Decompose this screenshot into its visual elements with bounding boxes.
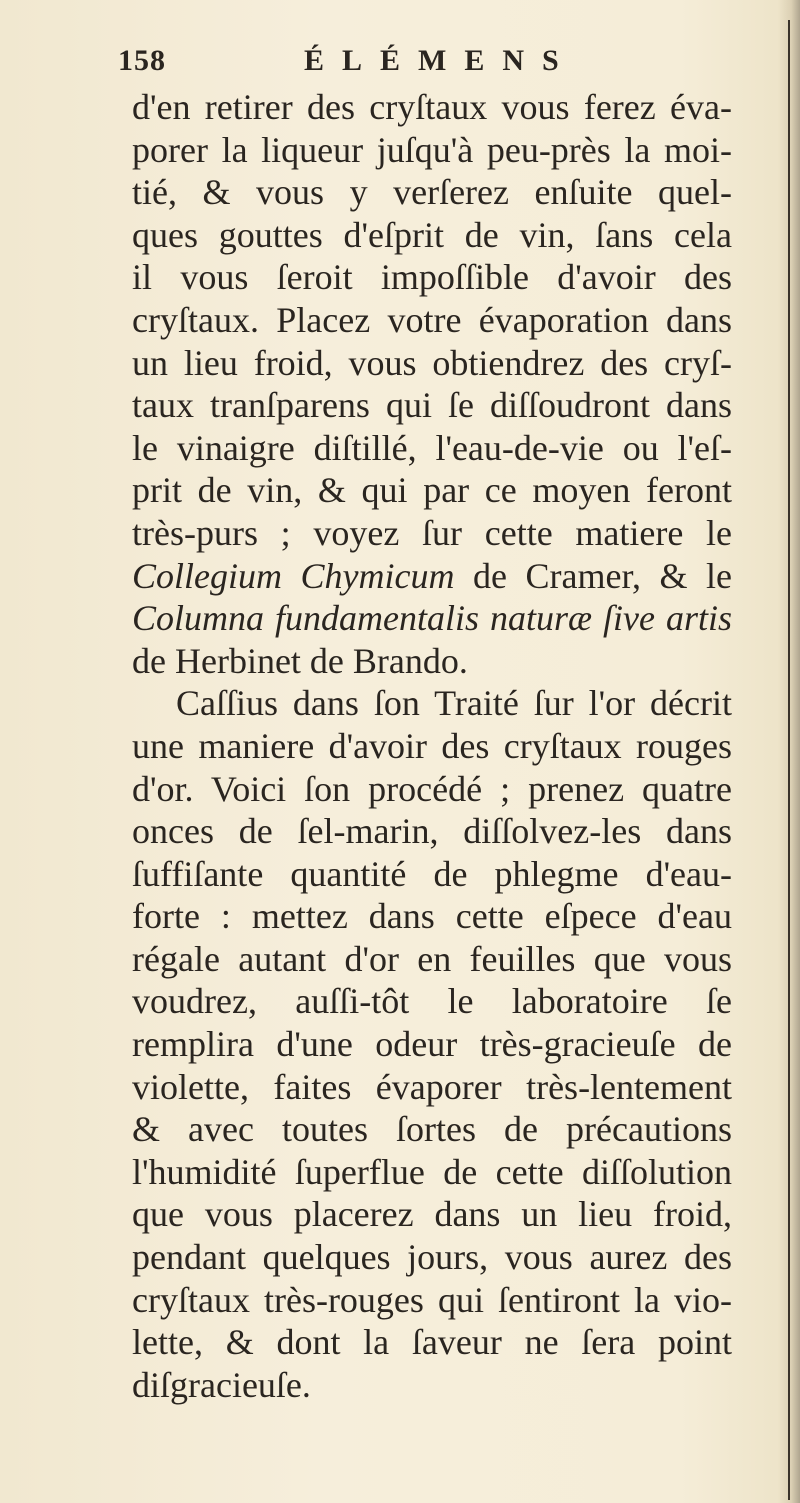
text-fragment: de Cramer, & le (454, 555, 733, 596)
page-gutter-line (788, 20, 790, 1500)
text-line: le vinaigre diſtillé, l'eau-de-vie ou l'eſ- (132, 427, 732, 468)
text-line: taux tranſparens qui ſe diſſoudront dans (132, 385, 732, 426)
text-line: un lieu froid, vous obtiendrez des cryſ- (132, 342, 732, 383)
page-number: 158 (118, 44, 166, 77)
text-line: ſuffiſante quantité de phlegme d'eau- (132, 853, 732, 894)
text-line: prit de vin, & qui par ce moyen feront (132, 470, 732, 511)
text-line: & avec toutes ſortes de précautions (132, 1109, 732, 1150)
text-line: que vous placerez dans un lieu froid, (132, 1194, 732, 1235)
text-line: diſgracieuſe. (132, 1364, 311, 1405)
text-line: pendant quelques jours, vous aurez des (132, 1237, 732, 1278)
page-header (118, 44, 618, 84)
book-title-collegium: Collegium Chymicum (132, 555, 455, 596)
text-line: d'en retirer des cryſtaux vous ferez éva- (132, 87, 732, 127)
text-line: lette, & dont la ſaveur ne ſera point (132, 1322, 732, 1363)
text-line: porer la liqueur juſqu'à peu-près la moi- (132, 129, 732, 170)
text-line: cryſtaux. Placez votre évaporation dans (132, 299, 732, 340)
text-line: onces de ſel-marin, diſſolvez-les dans (132, 811, 732, 852)
text-line: violette, faites évaporer très-lentement (132, 1066, 732, 1107)
text-line: ques gouttes d'eſprit de vin, ſans cela (132, 214, 732, 255)
text-line: très-purs ; voyez ſur cette matiere le (132, 512, 732, 553)
text-line: l'humidité ſuperflue de cette diſſolution (132, 1151, 732, 1192)
text-line: régale autant d'or en feuilles que vous (132, 938, 732, 979)
body-text (132, 86, 732, 1406)
text-line: tié, & vous y verſerez enſuite quel- (132, 172, 732, 213)
text-line: remplira d'une odeur très-gracieuſe de (132, 1024, 732, 1065)
text-line: de Herbinet de Brando. (132, 640, 468, 681)
text-line: d'or. Voici ſon procédé ; prenez quatre (132, 768, 732, 809)
text-line-mixed (132, 555, 732, 598)
running-title: ÉLÉMENS (304, 44, 577, 77)
text-line: forte : mettez dans cette eſpece d'eau (132, 896, 732, 937)
text-line: cryſtaux très-rouges qui ſentiront la vio- (132, 1279, 732, 1320)
text-line: une maniere d'avoir des cryſtaux rouges (132, 725, 732, 766)
text-line: Caſſius dans ſon Traité ſur l'or décrit (176, 683, 732, 724)
text-line: voudrez, auſſi-tôt le laboratoire ſe (132, 981, 732, 1022)
text-line: il vous ſeroit impoſſible d'avoir des (132, 257, 732, 298)
book-title-columna: Columna fundamentalis naturæ ſive artis (132, 598, 732, 639)
